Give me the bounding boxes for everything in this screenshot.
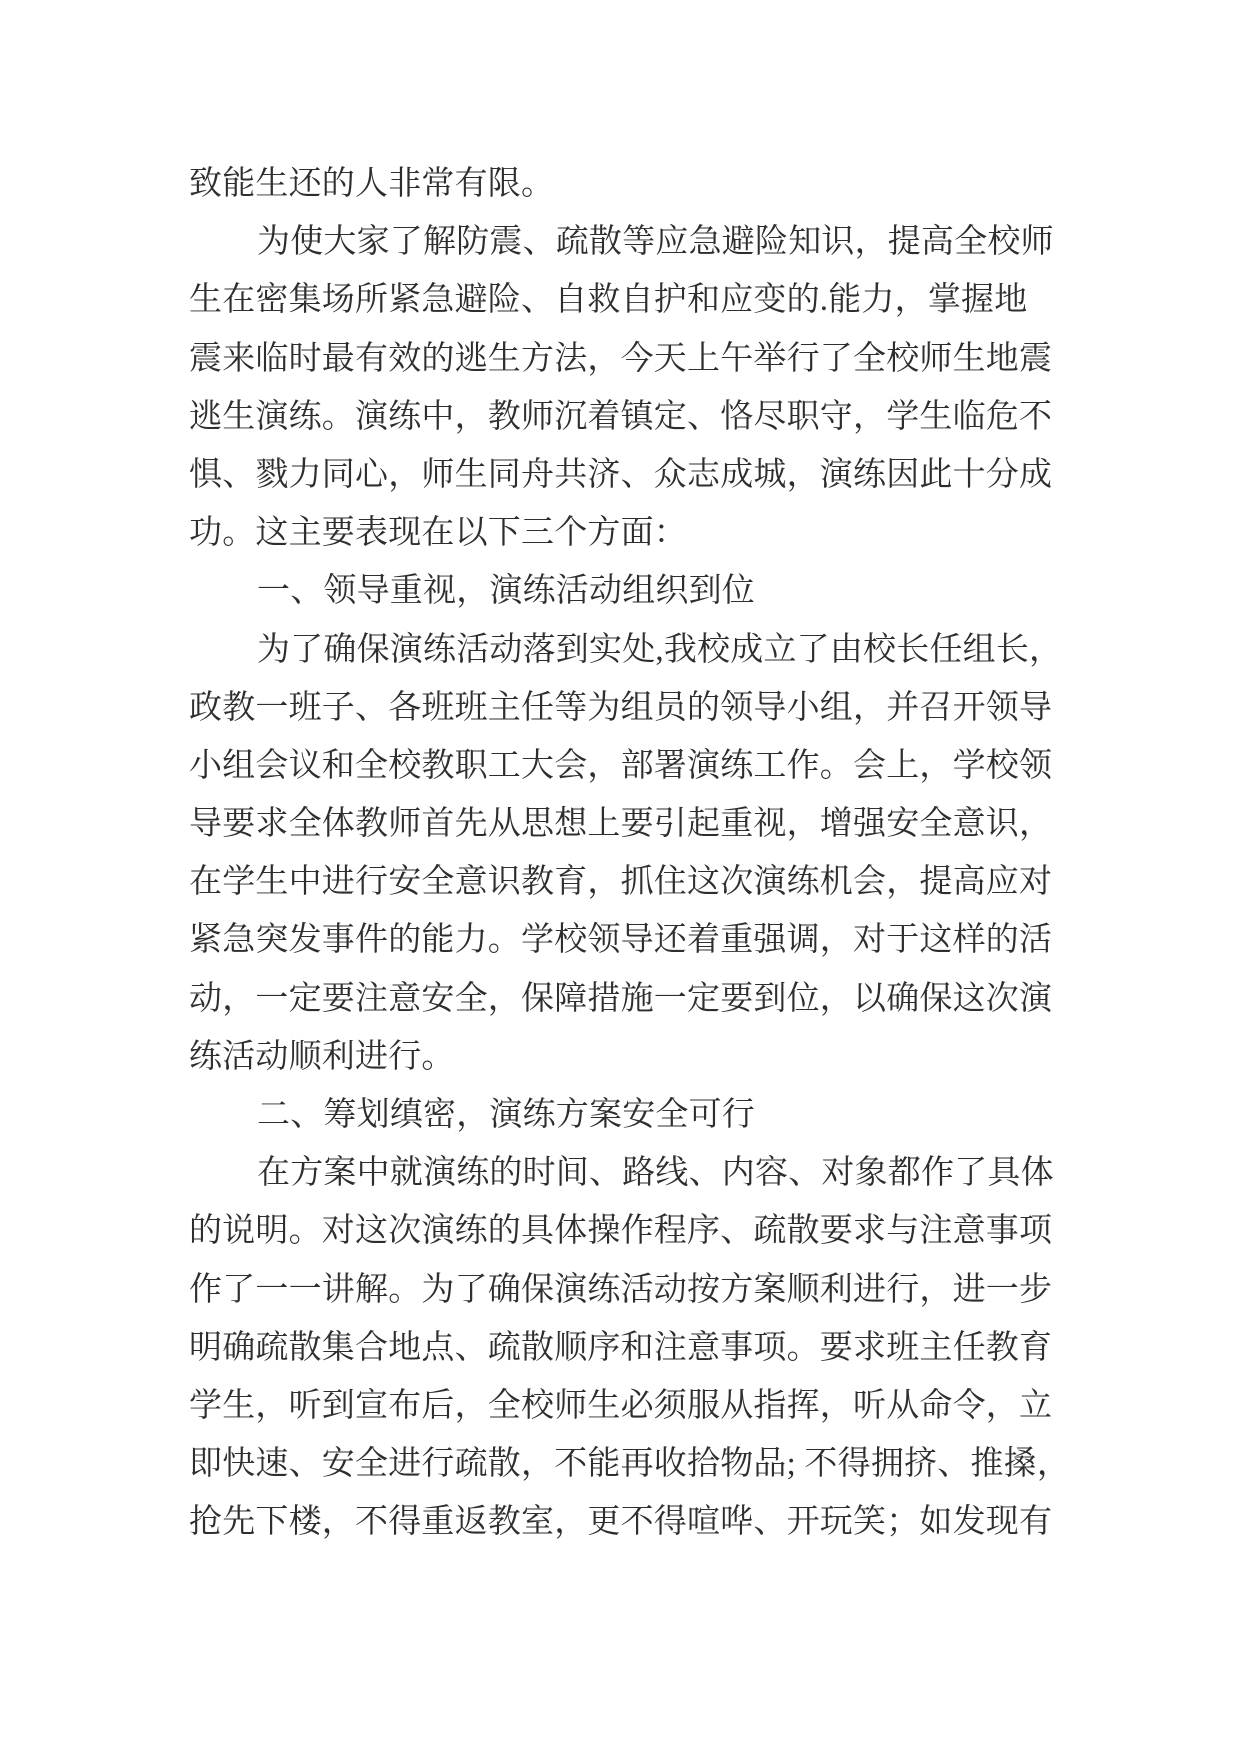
text-line: 为使大家了解防震、疏散等应急避险知识，提高全校师 [257, 224, 1054, 261]
text-line: 导要求全体教师首先从思想上要引起重视，增强安全意识， [189, 806, 1053, 843]
text-line: 紧急突发事件的能力。学校领导还着重强调，对于这样的活 [189, 922, 1053, 959]
text-line: 作了一一讲解。为了确保演练活动按方案顺利进行，进一步 [189, 1271, 1053, 1308]
text-line: 明确疏散集合地点、疏散顺序和注意事项。要求班主任教育 [189, 1329, 1053, 1366]
text-line: 小组会议和全校教职工大会，部署演练工作。会上，学校领 [189, 747, 1053, 784]
text-line: 的说明。对这次演练的具体操作程序、疏散要求与注意事项 [189, 1213, 1053, 1250]
text-line: 逃生演练。演练中，教师沉着镇定、恪尽职守，学生临危不 [189, 398, 1053, 435]
text-line: 震来临时最有效的逃生方法，今天上午举行了全校师生地震 [189, 340, 1053, 377]
text-line: 生在密集场所紧急避险、自救自护和应变的.能力，掌握地 [189, 282, 1028, 319]
text-line: 即快速、安全进行疏散，不能再收拾物品; 不得拥挤、推搡， [189, 1446, 1071, 1483]
text-line: 在学生中进行安全意识教育，抓住这次演练机会，提高应对 [189, 864, 1053, 901]
text-line: 练活动顺利进行。 [189, 1038, 455, 1075]
heading-line: 二、筹划缜密，演练方案安全可行 [257, 1097, 755, 1133]
text-line: 功。这主要表现在以下三个方面： [189, 515, 687, 552]
text-line: 动，一定要注意安全，保障措施一定要到位，以确保这次演 [189, 980, 1053, 1017]
text-line: 致能生还的人非常有限。 [189, 166, 555, 202]
text-line: 为了确保演练活动落到实处,我校成立了由校长任组长， [257, 631, 1063, 668]
text-line: 政教一班子、各班班主任等为组员的领导小组，并召开领导 [189, 689, 1053, 726]
document-text [189, 155, 1089, 1552]
heading-line: 一、领导重视，演练活动组织到位 [257, 573, 755, 610]
text-line: 学生，听到宣布后，全校师生必须服从指挥，听从命令，立 [189, 1387, 1053, 1424]
text-line: 惧、戮力同心，师生同舟共济、众志成城，演练因此十分成 [189, 456, 1053, 493]
text-line: 在方案中就演练的时间、路线、内容、对象都作了具体 [257, 1155, 1054, 1192]
text-line: 抢先下楼，不得重返教室，更不得喧哗、开玩笑；如发现有 [189, 1504, 1053, 1541]
